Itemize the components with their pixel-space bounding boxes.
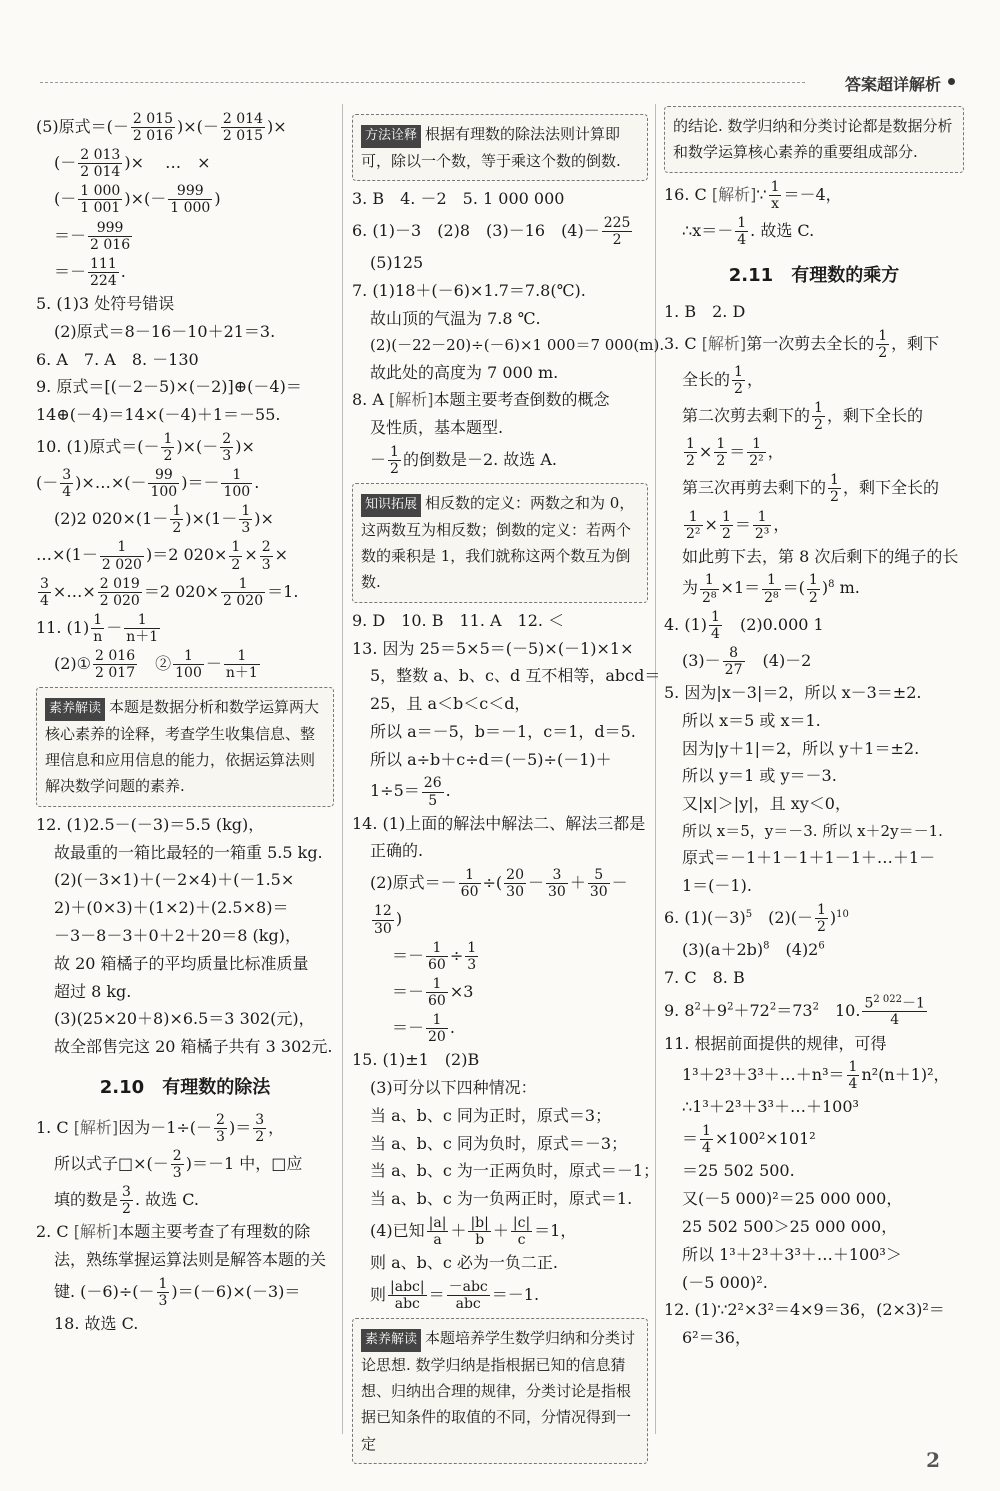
column-2 [352, 108, 665, 1470]
c3-line: ∴x＝－ $\frac{1}{4}$ . 故选 C. [682, 214, 815, 248]
header-rule [40, 82, 805, 83]
c1-line: 14⊕(－4)＝14×(－4)＋1＝－55. [36, 405, 281, 425]
c2-line: 7. (1)18＋(－6)×1.7＝7.8(℃). [352, 280, 586, 300]
page-header [40, 72, 955, 96]
c3-line: $(3)(a+2b)^8$ $(4)2^6$ [682, 940, 825, 960]
c3-line: (3)－ $\frac{8}{27}$ (4)－2 [682, 644, 812, 678]
c2-line: 1÷5＝ $\frac{26}{5}$ . [370, 775, 451, 809]
c3-line: 12. (1)∵2²×3²＝4×9＝36，(2×3)²＝ [664, 1300, 945, 1320]
c1-line: (2)(－3×1)＋(－2×4)＋(－1.5× [54, 870, 295, 890]
c3-line: 因为|y＋1|＝2，所以 y＋1＝±2. [682, 738, 920, 758]
c2-line: 及性质，基本题型. [370, 418, 504, 438]
c3-line: ∴1³＋2³＋3³＋…＋100³ [682, 1097, 859, 1117]
c1-line: 键. (－6)÷(－ $\frac{1}{3}$ )＝(－6)×(－3)＝ [54, 1275, 301, 1310]
c3-line: 所以 x＝5，y＝－3. 所以 x＋2y＝－1. [682, 822, 943, 841]
c1-line: 2. C [解析]本题主要考查了有理数的除 [36, 1222, 311, 1242]
c1-line: 2)＋(0×3)＋(1×2)＋(2.5×8)＝ [54, 898, 289, 918]
c2-line: (2)(－22－20)÷(－6)×1 000＝7 000(m). [370, 336, 665, 355]
c1-line: (2)2 020×(1－ $\frac{1}{2}$ )×(1－ $\frac{1}{3}$ )× [54, 503, 274, 537]
c1-line: 10. (1)原式＝(－ $\frac{1}{2}$ )×(－ $\frac{2}{3}$ )× [36, 430, 255, 465]
header-dot [948, 78, 955, 85]
c3-line: 25 502 500＞25 000 000， [682, 1217, 898, 1237]
c3-line: $\frac{1}{2}$ × $\frac{1}{2}$ ＝ $\frac{1}{\text{2²}}$ ， [686, 436, 784, 470]
c3-line: 如此剪下去，第 8 次后剩下的绳子的长 [682, 546, 959, 566]
c2-line: ＝－ $\frac{1}{60}$ ×3 [392, 975, 474, 1009]
header-title: 答案超详解析 [844, 75, 941, 94]
c2-line: 故山顶的气温为 7.8 ℃. [370, 308, 541, 328]
c3-line: $\frac{1}{\text{2²}}$ × $\frac{1}{2}$ ＝ $\frac{1}{\text{2³}}$ ， [686, 508, 790, 542]
c2-line: － $\frac{1}{2}$ 的倒数是－2. 故选 A. [370, 444, 558, 478]
c2-line: 当 a、b、c 为一正两负时，原式＝－1； [370, 1161, 660, 1181]
c2-line: 所以 a÷b＋c÷d＝(－5)÷(－1)＋ [370, 749, 612, 769]
note-box-literacy: 素养解读 本题是数据分析和数学运算两大核心素养的诠释，考查学生收集信息、整理信息和应用信息的能力，依据运算法则解决数学问题的素养. [36, 687, 334, 807]
c1-line: 1. C [解析]因为－1÷(－ $\frac{2}{3}$ )＝ $\frac{3}{2}$ ， [36, 1111, 285, 1145]
c1-line: (5)原式＝(－ $\frac{2 015}{2 016}$ )×(－ $\frac{2 014}{2 015}$ )× [36, 111, 287, 145]
c1-line: －3－8－3＋0＋2＋20＝8 (kg)， [54, 925, 301, 945]
c3-line: 为 $\frac{1}{\text{2⁸}}$ ×1＝ $\frac{1}{\text{2⁸}}$ ＝( $\frac{1}{2}$ )$^8$ m. [682, 572, 860, 606]
c1-line: 9. 原式＝[(－2－5)×(－2)]⊕(－4)＝ [36, 377, 302, 397]
c2-line: 5，整数 a、b、c、d 互不相等，abcd＝ [370, 666, 661, 686]
c2-line: $\frac{12}{30}$ ) [374, 903, 403, 937]
c3-line: 所以 y＝1 或 y＝－3. [682, 766, 837, 786]
c2-line: 则 $\frac{\text{|abc|}}{\text{abc}}$ ＝ $\frac{\text{－abc}}{\text{abc}}$ ＝－1. [370, 1278, 540, 1313]
section-title-2-11: 2.11 有理数的乘方 [728, 264, 900, 286]
c2-line: ＝－ $\frac{1}{60}$ ÷ $\frac{1}{3}$ [392, 939, 477, 973]
c3-line: 第二次剪去剩下的 $\frac{1}{2}$ ，剩下全长的 [682, 399, 923, 434]
c3-line: 6²＝36， [682, 1328, 751, 1348]
c1-line: 11. (1) $\frac{1}{n}$ － $\frac{1}{n+1}$ [36, 611, 159, 645]
section-title-2-10: 2.10 有理数的除法 [99, 1076, 271, 1098]
c1-line: 法，熟练掌握运算法则是解答本题的关 [54, 1250, 327, 1270]
c1-line: (－ $\frac{1 000}{1 001}$ )×(－ $\frac{999}{1 000}$ ) [54, 183, 221, 217]
c1-line: ＝－ $\frac{999}{2 016}$ [54, 219, 131, 253]
c3-line: 16. C [解析]∵ $\frac{1}{x}$ ＝－4， [664, 178, 842, 212]
c3-line: 9. $8^2+9^2+72^2=73^2$ 10. $\frac{5^{2 022}-1}{4}$ [664, 993, 925, 1029]
c3-line: 又(－5 000)²＝25 000 000， [682, 1189, 903, 1209]
c2-line: 当 a、b、c 同为正时，原式＝3； [370, 1105, 612, 1125]
c3-line: 11. 根据前面提供的规律，可得 [664, 1033, 887, 1053]
c1-line: 18. 故选 C. [54, 1314, 139, 1334]
c3-line: 3. C [解析]第一次剪去全长的 $\frac{1}{2}$ ，剩下 [664, 327, 940, 361]
c3-line: ＝ $\frac{1}{4}$ ×100²×101² [682, 1123, 816, 1157]
column-divider-2 [655, 104, 656, 1434]
c1-line: (－ $\frac{3}{4}$ )×…×(－ $\frac{99}{100}$ )＝－ $\frac{1}{100}$ . [36, 467, 260, 501]
c1-line: 故 20 箱橘子的平均质量比标准质量 [54, 953, 309, 973]
c1-line: 6. A 7. A 8. －130 [36, 349, 199, 369]
c2-line: 6. (1)－3 (2)8 (3)－16 (4)－ $\frac{225}{2}$ [352, 214, 631, 248]
c2-line: (5)125 [370, 252, 424, 272]
column-1 [36, 108, 334, 1340]
c3-line: 4. (1) $\frac{1}{4}$ (2)0.000 1 [664, 608, 824, 642]
column-3 [664, 108, 964, 1354]
c2-line: 15. (1)±1 (2)B [352, 1050, 480, 1070]
note-box-method: 方法诠释 根据有理数的除法法则计算即可，除以一个数，等于乘这个数的倒数. [352, 114, 648, 181]
c3-line: 第三次再剪去剩下的 $\frac{1}{2}$ ，剩下全长的 [682, 472, 939, 506]
note-box-knowledge: 知识拓展 相反数的定义：两数之和为 0，这两数互为相反数；倒数的定义：若两个数的乘积是 1，我们就称这两个数互为倒数. [352, 483, 648, 603]
c2-line: 则 a、b、c 必为一负二正. [370, 1253, 559, 1273]
c3-line: 全长的 $\frac{1}{2}$ ， [682, 363, 763, 397]
c3-line: ＝25 502 500. [682, 1161, 795, 1181]
c2-line: 3. B 4. －2 5. 1 000 000 [352, 189, 565, 208]
c1-line: (3)(25×20＋8)×6.5＝3 302(元)， [54, 1009, 315, 1029]
note-box-literacy-2: 素养解读 本题培养学生数学归纳和分类讨论思想. 数学归纳是指根据已知的信息猜想、归纳出合理的规律，分类讨论是指根据已知条件的取值的不同，分情况得到一定 [352, 1318, 648, 1464]
c3-line: 1. B 2. D [664, 301, 746, 321]
c1-line: (2)① $\frac{2 016}{2 017}$ ② $\frac{1}{100}$ － $\frac{1}{n+1}$ [54, 648, 258, 682]
c3-line: 所以 x＝5 或 x＝1. [682, 710, 821, 730]
c2-line: (4)已知 $\frac{|a|}{a}$ ＋ $\frac{|b|}{b}$ ＋ $\frac{|c|}{c}$ ＝1， [370, 1214, 577, 1249]
c2-line: 14. (1)上面的解法中解法二、解法三都是 [352, 813, 646, 833]
c2-line: 当 a、b、c 同为负时，原式＝－3； [370, 1133, 628, 1153]
c2-line: 9. D 10. B 11. A 12. ＜ [352, 610, 565, 630]
c1-line: 填的数是 $\frac{3}{2}$ . 故选 C. [54, 1184, 199, 1218]
c1-line: 故全部售完这 20 箱橘子共有 3 302元. [54, 1037, 333, 1057]
c2-line: 故此处的高度为 7 000 m. [370, 362, 559, 382]
c2-line: 当 a、b、c 为一负两正时，原式＝1. [370, 1189, 633, 1209]
c2-line: 8. A [解析]本题主要考查倒数的概念 [352, 390, 610, 410]
c1-line: 所以式子□×(－ $\frac{2}{3}$ )＝－1 中，□应 [54, 1147, 303, 1182]
c3-line: 又|x|＞|y|，且 xy＜0， [682, 794, 851, 814]
c1-line: 5. (1)3 处符号错误 [36, 293, 175, 313]
c3-line: 7. C 8. B [664, 967, 745, 987]
page-number: 2 [926, 1448, 940, 1472]
c1-line: (－ $\frac{2 013}{2 014}$ )× … × [54, 147, 211, 181]
c1-line: (2)原式＝8－16－10＋21＝3. [54, 321, 276, 341]
c2-line: (2)原式＝－ $\frac{1}{60}$ ÷( $\frac{20}{30}$ － $\frac{3}{30}$ ＋ $\frac{5}{30}$ － [370, 867, 628, 901]
c3-line: 原式＝－1＋1－1＋1－1＋…＋1－ [682, 848, 936, 868]
column-divider-1 [342, 104, 343, 1434]
c1-line: …×(1－ $\frac{1}{2 020}$ )＝2 020× $\frac{1}{2}$ × $\frac{2}{3}$ × [36, 539, 289, 573]
c3-line: 1³＋2³＋3³＋…＋n³＝ $\frac{1}{4}$ n²(n＋1)²， [682, 1059, 950, 1093]
c2-line: (3)可分以下四种情况： [370, 1078, 537, 1097]
c2-line: 正确的. [370, 841, 424, 861]
c2-line: 25，且 a＜b＜c＜d， [370, 694, 531, 714]
c3-line: 5. 因为|x－3|＝2，所以 x－3＝±2. [664, 683, 922, 703]
c3-line: 6. $(1)(-3)^5$ (2)(－ $\frac{1}{2}$ )$^{10}$ [664, 901, 849, 935]
c3-line: 所以 1³＋2³＋3³＋…＋100³＞ [682, 1244, 902, 1264]
c3-line: 1＝(－1). [682, 876, 752, 896]
c1-line: 12. (1)2.5－(－3)＝5.5 (kg)， [36, 814, 265, 834]
c2-line: 13. 因为 25＝5×5＝(－5)×(－1)×1× [352, 638, 634, 658]
c1-line: ＝－ $\frac{111}{224}$ . [54, 255, 126, 289]
note-box-continued: 的结论. 数学归纳和分类讨论都是数据分析和数学运算核心素养的重要组成部分. [664, 106, 964, 173]
c1-line: 超过 8 kg. [54, 981, 132, 1001]
c1-line: $\frac{3}{4}$ ×…× $\frac{2 019}{2 020}$ ＝2 020× $\frac{1}{2 020}$ ＝1. [40, 575, 299, 609]
c1-line: 故最重的一箱比最轻的一箱重 5.5 kg. [54, 842, 323, 862]
c2-line: ＝－ $\frac{1}{20}$ . [392, 1012, 455, 1046]
c3-line: (－5 000)². [682, 1272, 768, 1292]
c2-line: 所以 a＝－5，b＝－1，c＝1，d＝5. [370, 721, 636, 741]
